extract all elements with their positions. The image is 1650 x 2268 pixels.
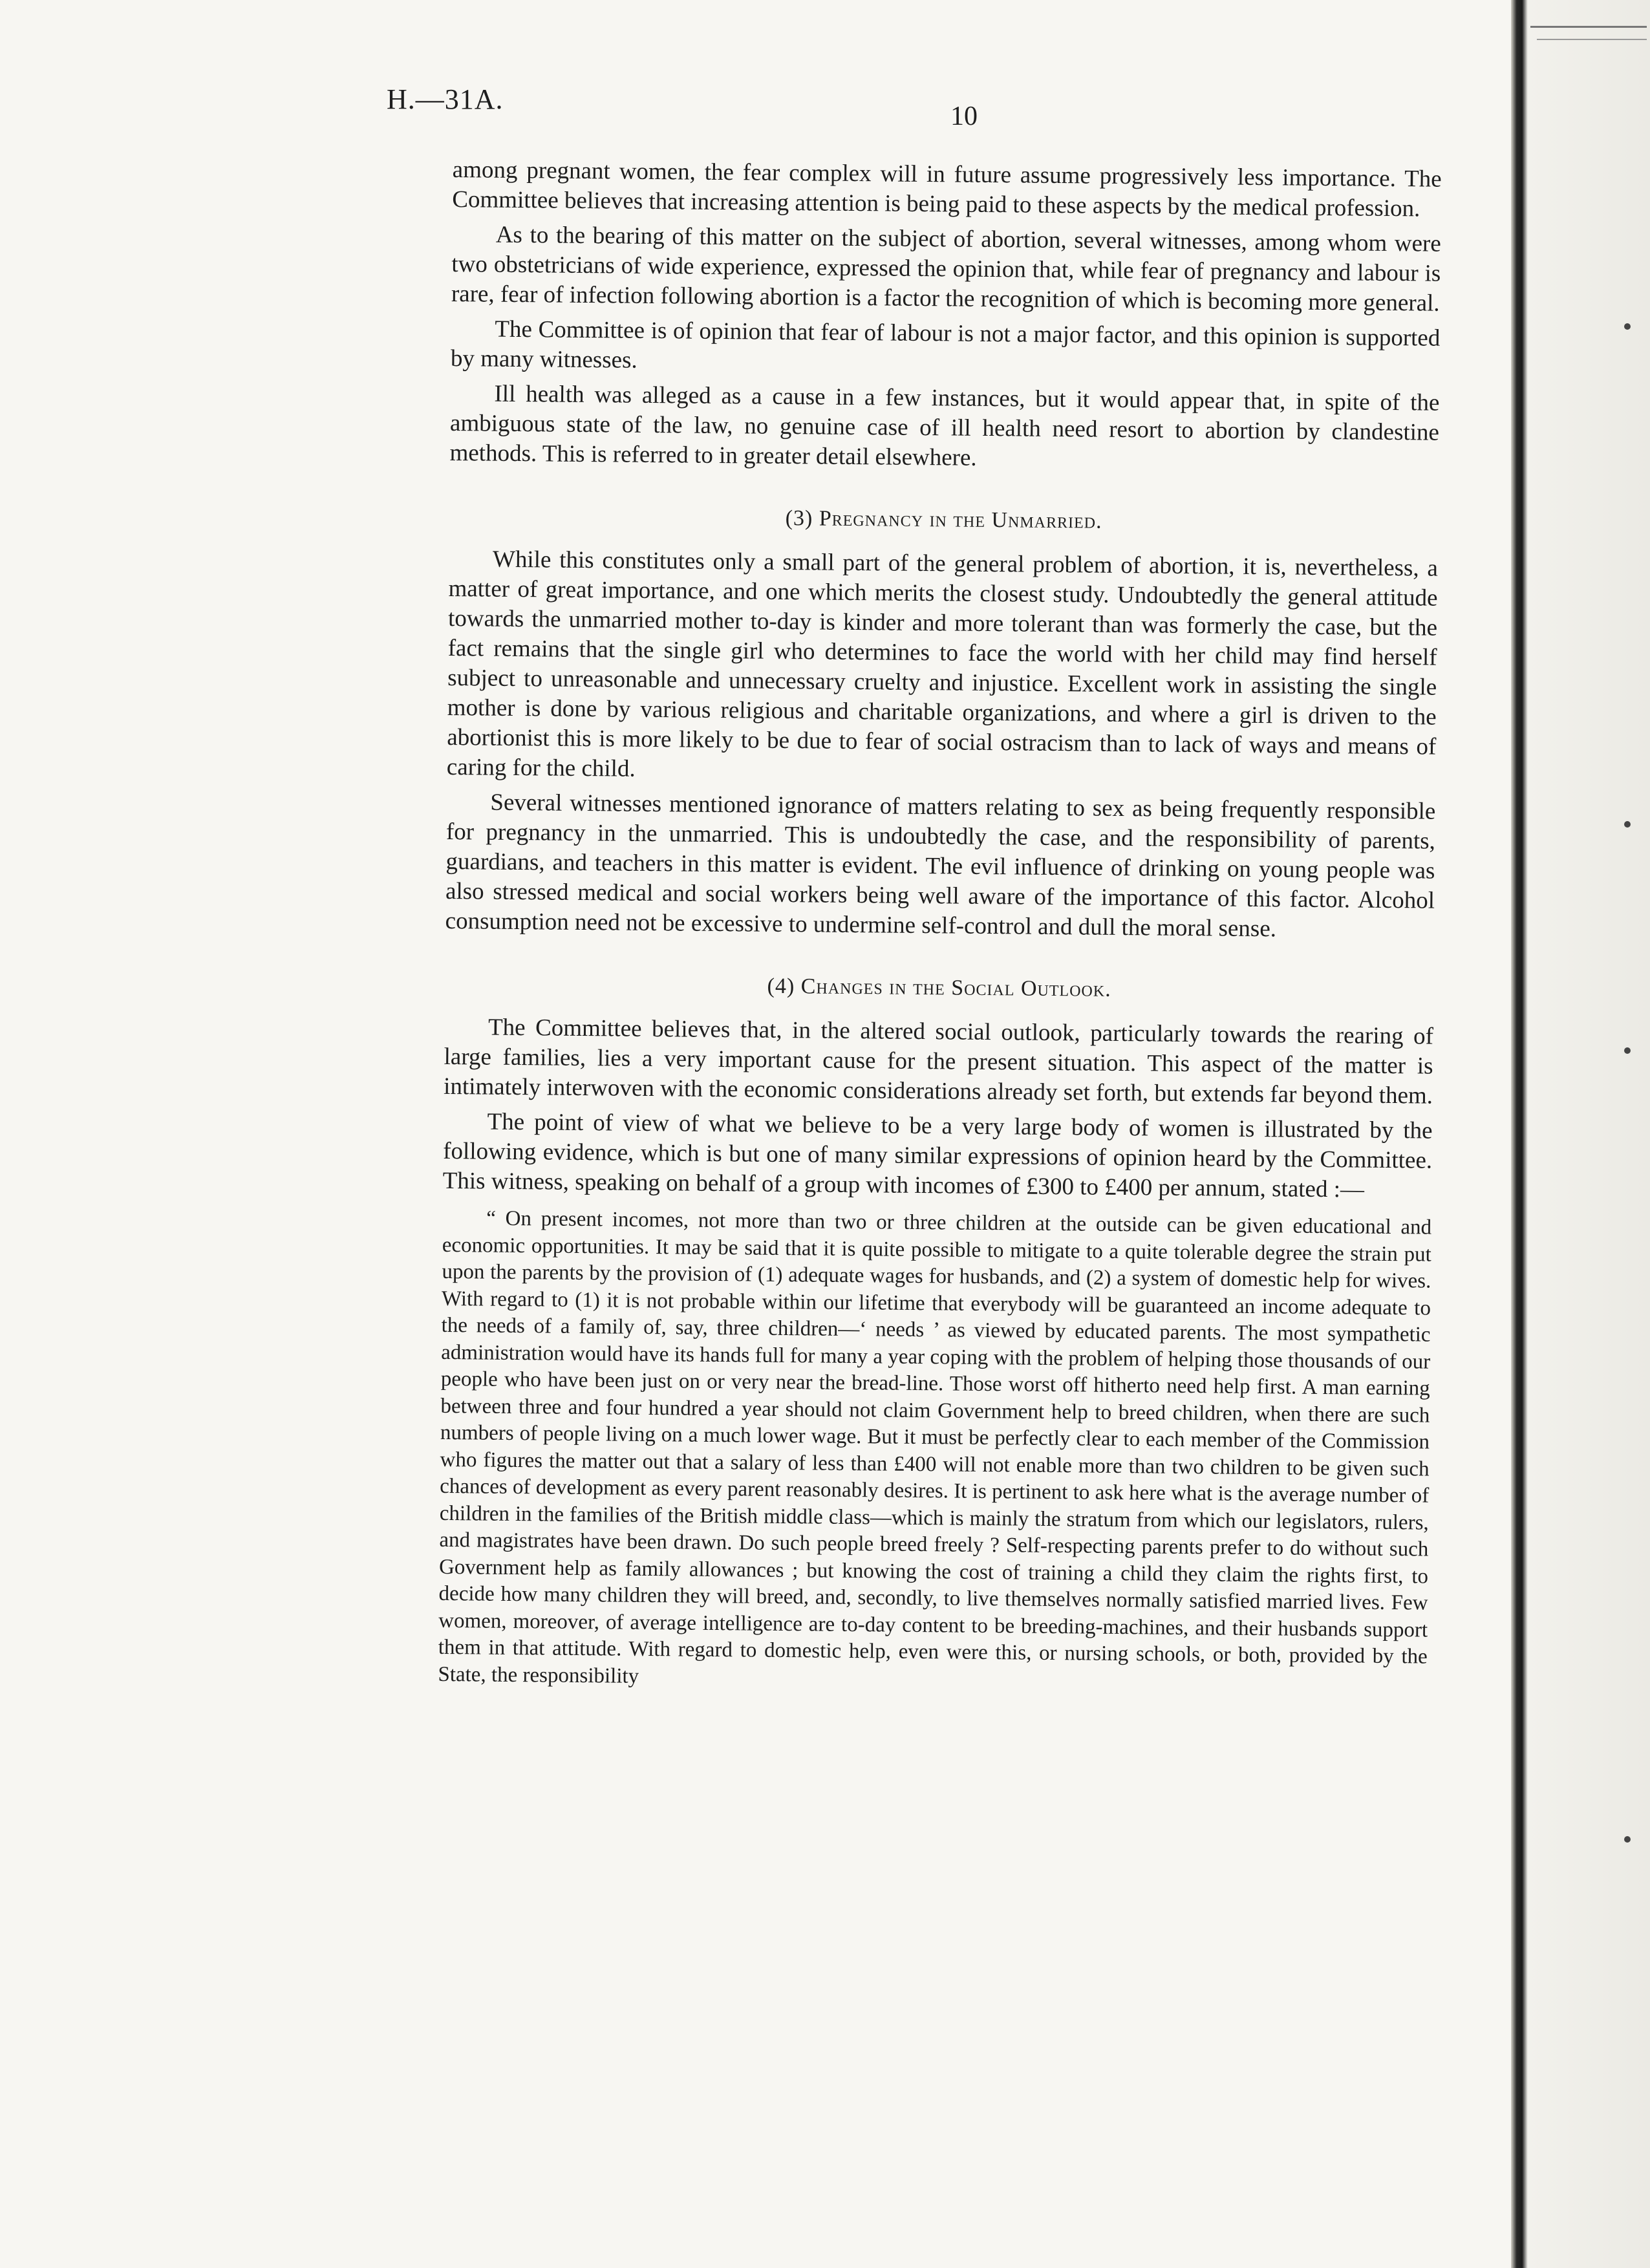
- page-body: [438, 155, 1442, 1698]
- scan-speck: [1624, 323, 1631, 330]
- section-heading: (4) Changes in the Social Outlook.: [767, 974, 1111, 1001]
- section-heading: (3) Pregnancy in the Unmarried.: [785, 506, 1102, 533]
- scan-speck: [1624, 821, 1631, 828]
- scan-speck: [1624, 1047, 1631, 1054]
- paragraph: The Committee is of opinion that fear of labour is not a major factor, and this opinion is supported by many witnesses.: [450, 316, 1441, 374]
- paragraph: Several witnesses mentioned ignorance of matters relating to sex as being frequently responsible for pregnancy in the unmarried. This is undoubtedly the case, and the responsibility of parents, guardians, and teachers in this matter is evident. The evil influence of drinking on young people was also stressed medical and social workers being well aware of the importance of this factor. Alcohol consumption need not be excessive to undermine self-control and dull the moral sense.: [445, 789, 1436, 943]
- paragraph: Ill health was alleged as a cause in a few instances, but it would appear that, in spite of the ambiguous state of the law, no genuine case of ill health need resort to abortion by clandestine methods. This is referred to in greater detail elsewhere.: [449, 380, 1440, 471]
- scan-mark: [1530, 26, 1647, 28]
- page-number: 10: [950, 102, 978, 131]
- paragraph: As to the bearing of this matter on the subject of abortion, several witnesses, among whom were two obstetricians of wide experience, expressed the opinion that, while fear of pregnancy and labour is rare, fear of infection following abortion is a factor the recognition of which is becoming more general.: [451, 221, 1441, 317]
- paragraph: While this constitutes only a small part of the general problem of abortion, it is, nevertheless, a matter of great importance, and one which merits the closest study. Undoubtedly the general attitude towards the unmarried mother to-day is kinder and more tolerant than was formerly the case, but the fact remains that the single girl who determines to face the world with her child may find herself subject to unreasonable and unnecessary cruelty and injustice. Excellent work in assisting the single mother is done by various religious and charitable organizations, and where a girl is driven to the abortionist this is more likely to be due to fear of social ostracism than to lack of ways and means of caring for the child.: [446, 546, 1439, 782]
- document-reference: H.—31A.: [387, 83, 504, 115]
- scan-mark: [1537, 39, 1647, 40]
- scan-binding-edge: [1511, 0, 1650, 2268]
- paragraph: The Committee believes that, in the altered social outlook, particularly towards the rearing of large families, lies a very important cause for the present situation. This aspect of the matter is intimately interwoven with the economic considerations already set forth, but extends far beyond them.: [443, 1014, 1434, 1109]
- quoted-evidence: “ On present incomes, not more than two or three children at the outside can be given educational and economic opportunities. It may be said that it is quite possible to mitigate to a quite tolerable degree the strain put upon the parents by the provision of (1) adequate wages for husbands, and (2) a system of domestic help for wives. With regard to (1) it is not probable within our lifetime that everybody will be guaranteed an income adequate to the needs of a family of, say, three children—‘ needs ’ as viewed by educated parents. The most sympathetic administration would have its hands full for many a year coping with the problem of helping those thousands of our people who have been just on or very near the bread-line. Those worst off hitherto need help first. A man earning between three and four hundred a year should not claim Government help to breed children, when there are such numbers of people living on a much lower wage. But it must be perfectly clear to each member of the Commission who figures the matter out that a salary of less than £400 will not enable more than two children to be given such chances of development as every parent reasonably desires. It is pertinent to ask here what is the average number of children in the families of the British middle class—which is mainly the stratum from which our legislators, rulers, and magistrates have been drawn. Do such people breed freely ? Self-respecting parents prefer to do without such Government help as family allowances ; but knowing the cost of training a child they claim the rights first, to decide how many children they will breed, and, secondly, to live themselves normally satisfied married lives. Few women, moreover, of average intelligence are to-day content to be breeding-machines, and their husbands support them in that attitude. With regard to domestic help, even were this, or nursing schools, or both, provided by the State, the responsibility: [438, 1206, 1432, 1688]
- paragraph: The point of view of what we believe to be a very large body of women is illustrated by the following evidence, which is but one of many similar expressions of opinion heard by the Committee. This witness, speaking on behalf of a group with incomes of £300 to £400 per annum, stated :—: [442, 1108, 1433, 1203]
- paragraph: among pregnant women, the fear complex will in future assume progressively less importance. The Committee believes that increasing attention is being paid to these aspects by the medical profession.: [452, 156, 1442, 222]
- scan-speck: [1624, 1836, 1631, 1843]
